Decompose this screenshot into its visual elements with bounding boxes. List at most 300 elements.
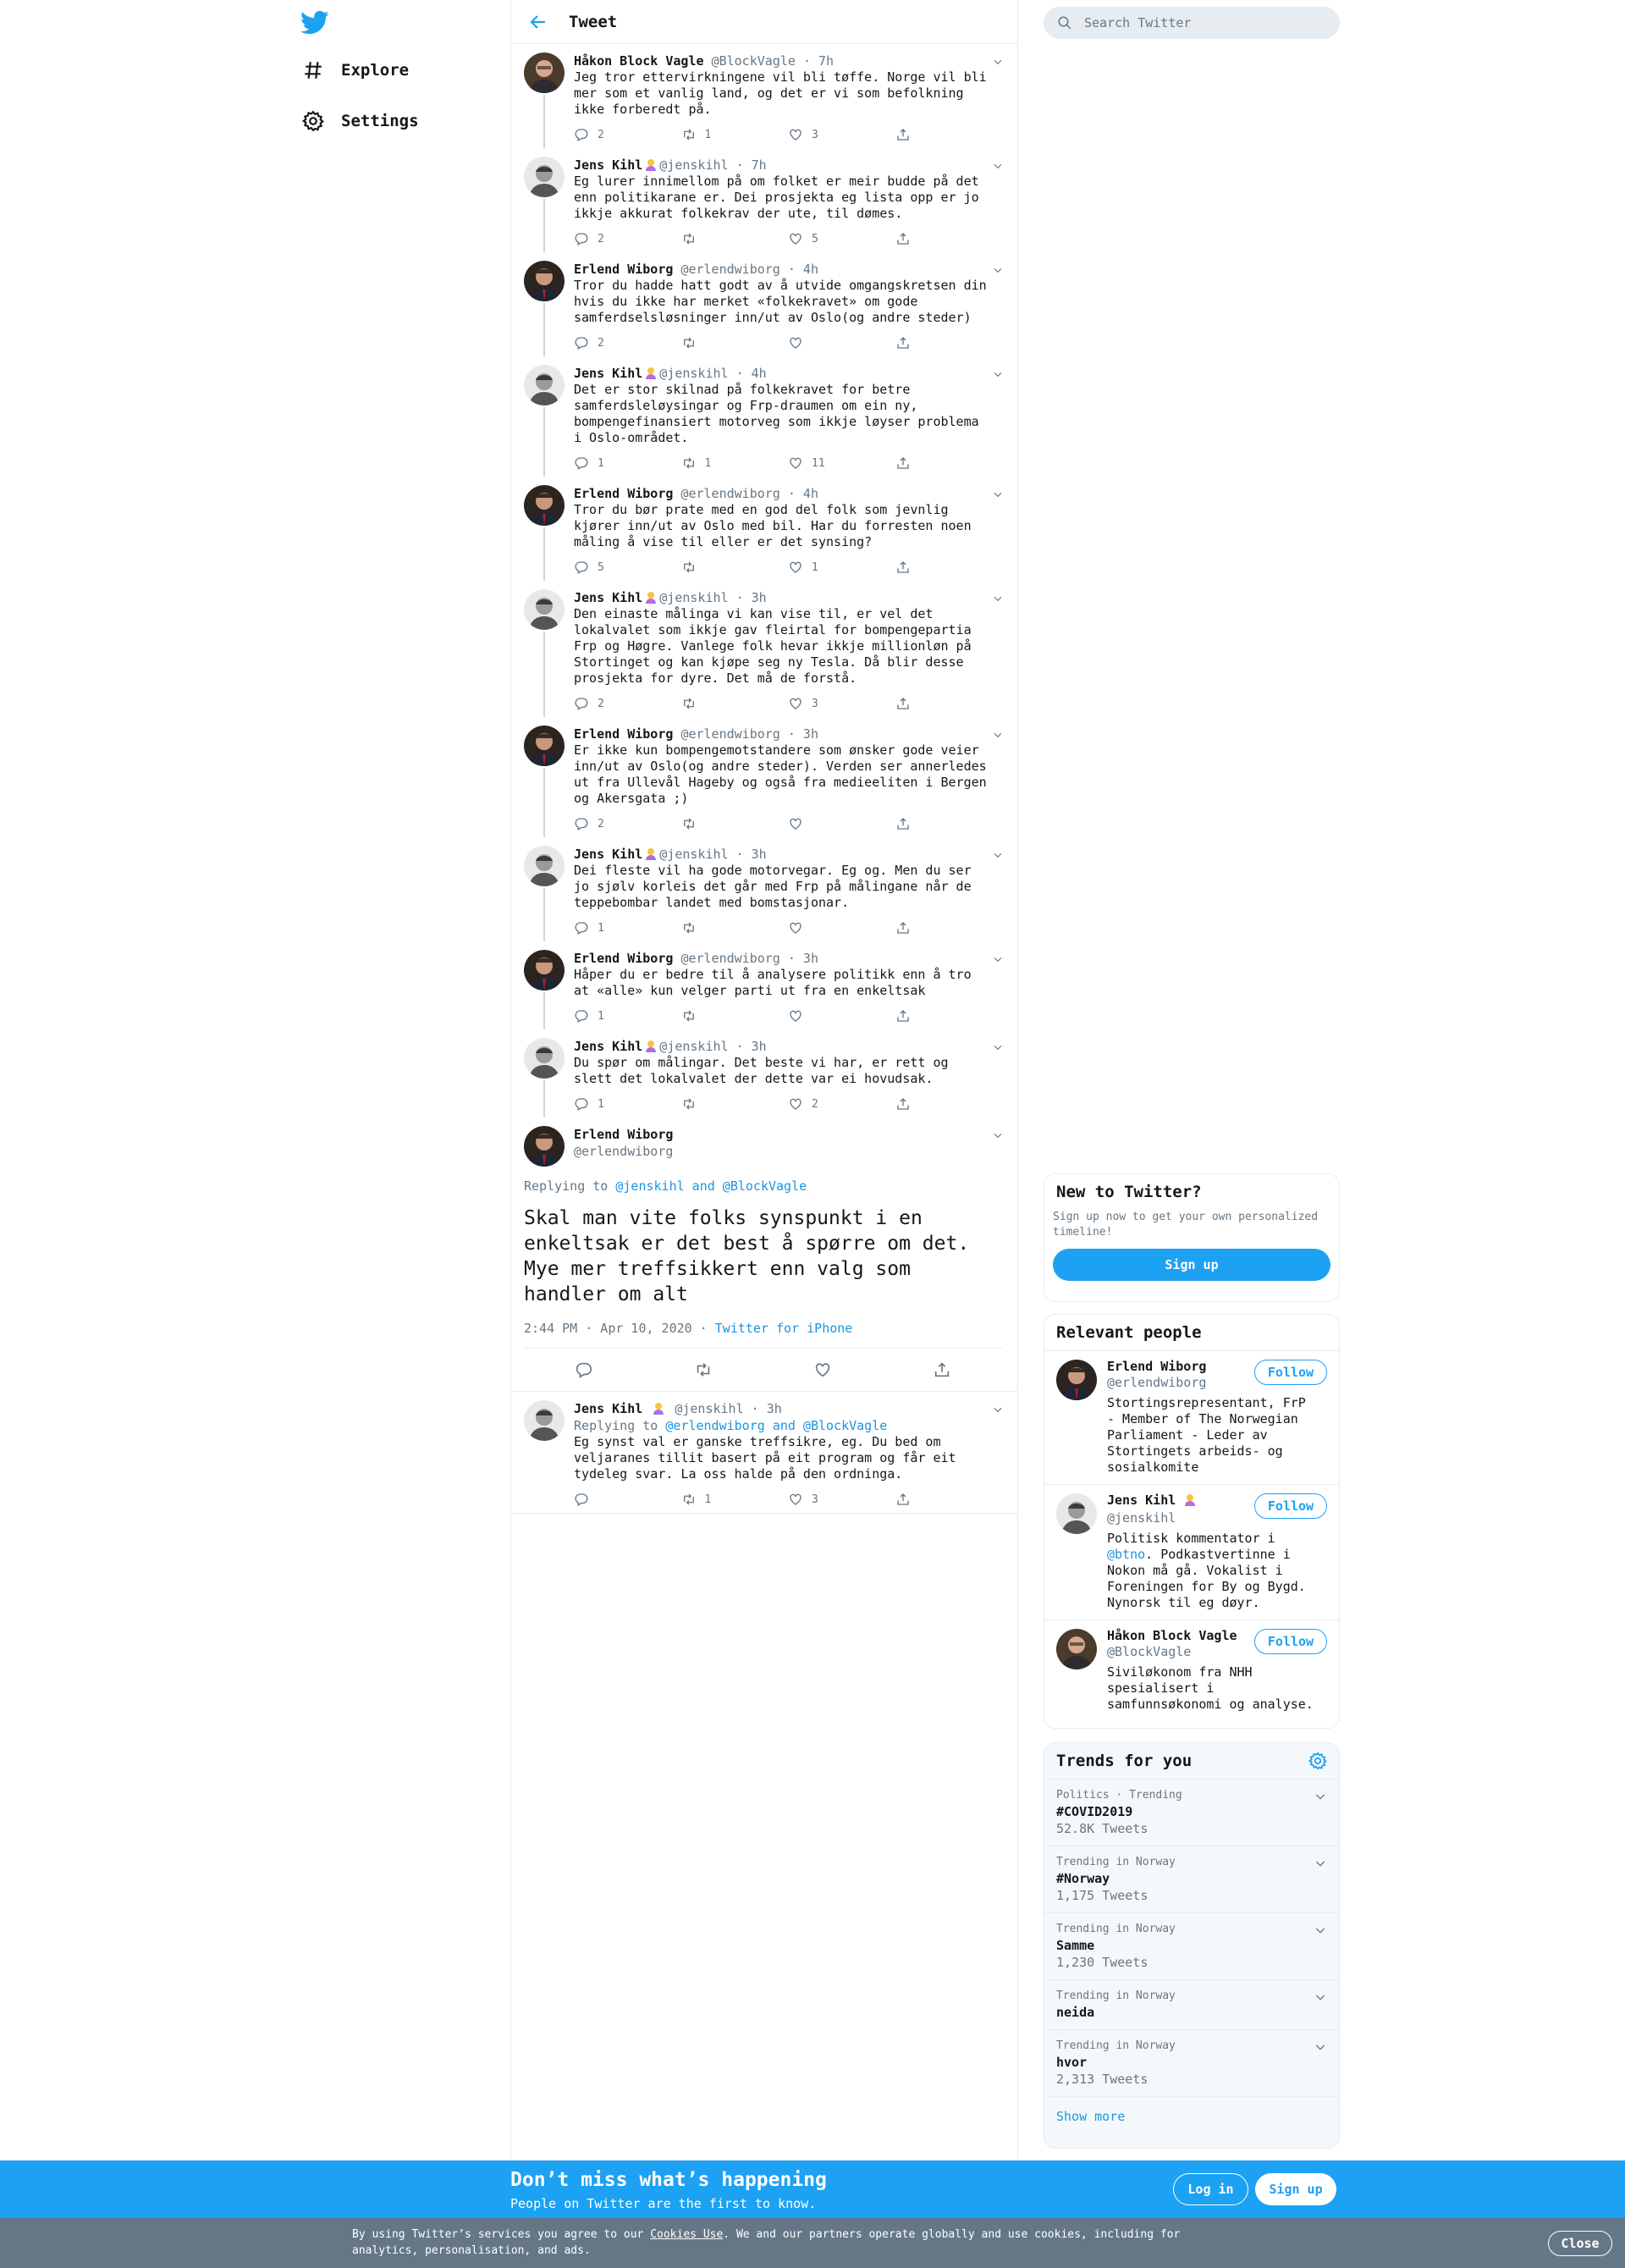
chevron-down-icon[interactable] [1314,2040,1327,2054]
tweet-author-name[interactable]: Erlend Wiborg [574,726,674,742]
chevron-down-icon[interactable] [992,56,1004,68]
tweet-text: Er ikke kun bompengemotstandere som ønsker gode veier inn/ut av Oslo(og andre steder). Verden ser annerledes ut fra Ullevål Hageby og også fra medieeliten i Bergen og Akersgata ;) [574,742,994,806]
retweet-icon [681,1096,697,1112]
cookie-notice [0,2218,1625,2268]
share-action[interactable] [895,231,1003,246]
reply-action[interactable] [574,920,681,935]
replying-prefix: Replying to [574,1418,658,1433]
card-title: Trends for you [1056,1752,1193,1770]
tweet[interactable] [511,717,1017,837]
tweet-author-name[interactable]: Jens Kihl [574,157,643,173]
focused-tweet [511,1117,1017,1392]
avatar[interactable] [524,1400,565,1441]
tweet-author-name[interactable]: Jens Kihl [574,847,643,862]
replying-prefix: Replying to [524,1178,609,1194]
emoji-icon [1183,1493,1197,1510]
like-action[interactable] [788,816,895,831]
trend-context: Trending in Norway [1056,1989,1176,2002]
reply-count: 1 [598,456,604,470]
avatar[interactable] [524,950,565,991]
reply-count: 5 [598,560,604,574]
person-bio: Siviløkonom fra NHH spesialisert i samfunnsøkonomi og analyse. [1107,1664,1314,1712]
page-title: Tweet [569,12,618,31]
reply-icon [574,696,589,711]
tweet-text: Jeg tror ettervirkningene vil bli tøffe. Norge vil bli mer som et vanlig land, og det er vi som befolkning ikke forberedt på. [574,69,994,117]
thread-line [543,303,545,356]
bio-mention-link[interactable]: @btno [1107,1547,1146,1562]
new-to-twitter-card [1044,1173,1340,1302]
bio-text: . Podkastvertinne i Nokon må gå. Vokalist i Foreningen for By og Bygd. Nynorsk til eg døyr. [1107,1547,1306,1610]
tweet-actions [574,446,1002,477]
tweet[interactable] [511,252,1017,356]
retweet-action[interactable] [681,127,789,142]
reply-tweet[interactable] [511,1392,1017,1514]
tweet-actions [574,999,1002,1029]
chevron-down-icon[interactable] [1314,1790,1327,1803]
chevron-down-icon[interactable] [992,1404,1004,1415]
like-icon[interactable] [813,1360,832,1379]
trend-item[interactable] [1044,1913,1339,1980]
reply-count: 1 [598,1097,604,1111]
tweet-text: Det er stor skilnad på folkekravet for betre samferdsleløysingar og Frp-draumen om ein ny, bompengefinansiert motorveg som ikkje løyser problema i Oslo-området. [574,382,987,445]
tweet[interactable] [511,941,1017,1029]
tweet[interactable] [511,44,1017,148]
signup-button[interactable]: Sign up [1053,1249,1330,1281]
nav-settings-label: Settings [341,112,419,130]
like-action[interactable] [788,696,895,711]
share-action[interactable] [895,816,1003,831]
chevron-down-icon[interactable] [1314,1923,1327,1937]
cookies-use-link[interactable]: Cookies Use [650,2228,724,2241]
reply-icon [574,335,589,350]
tweet-text: Dei fleste vil ha gode motorvegar. Eg og. Men du ser jo sjølv korleis det går med Frp på målingane når de teppebombar landet med bomstasjonar. [574,863,979,910]
person-handle[interactable]: @jenskihl [1107,1510,1176,1526]
trend-context: Trending in Norway [1056,2039,1176,2052]
tweet-author-handle[interactable]: @jenskihl [659,157,729,173]
tweet-author-handle[interactable]: @erlendwiborg [574,1144,674,1159]
retweet-action[interactable] [681,696,789,711]
tweet-time[interactable]: · 3h [787,726,818,742]
tweet-author-handle[interactable]: @jenskihl [675,1401,744,1416]
retweet-count: 1 [704,456,712,470]
thread-line [543,768,545,837]
trend-count: 1,230 Tweets [1056,1955,1149,1970]
tweet[interactable] [511,477,1017,581]
tweet-text: Tror du bør prate med en god del folk som jevnlig kjører inn/ut av Oslo med bil. Har du forresten noen måling å vise til eller er det synsing? [574,502,979,549]
tweet-time[interactable]: · 7h [735,157,767,173]
avatar[interactable] [524,261,565,301]
thread-line [543,632,545,717]
follow-button[interactable]: Follow [1254,1360,1327,1385]
reply-action[interactable] [574,455,681,471]
tweet-actions [574,550,1002,581]
tweet-author-handle[interactable]: @BlockVagle [711,53,796,69]
tweet-author-name[interactable]: Jens Kihl [574,590,643,605]
trend-context: Politics · Trending [1056,1789,1182,1802]
tweet-author-handle[interactable]: @erlendwiborg [680,486,780,501]
share-action[interactable] [895,920,1003,935]
nav-explore[interactable] [300,53,409,87]
like-action[interactable] [788,560,895,575]
tweet-author-name[interactable]: Jens Kihl [574,1039,643,1054]
follow-button[interactable]: Follow [1254,1493,1327,1519]
replying-to [524,1178,1002,1194]
tweet-actions [574,911,1002,941]
avatar[interactable] [524,485,565,526]
tweet-actions [574,118,1002,148]
person-item[interactable] [1044,1485,1339,1620]
chevron-down-icon[interactable] [992,160,1004,172]
replying-to-link[interactable]: @jenskihl and @BlockVagle [615,1178,807,1194]
emoji-icon [644,590,658,604]
emoji-icon [644,847,658,860]
trend-item[interactable] [1044,1846,1339,1913]
thread-line [543,95,545,148]
gear-icon[interactable] [1308,1752,1327,1770]
tweet-time[interactable]: · 7h [802,53,835,69]
share-action[interactable] [895,1096,1003,1112]
trend-count: 52.8K Tweets [1056,1821,1149,1836]
trend-list [1044,1780,1339,2097]
reply-action[interactable] [574,127,681,142]
retweet-count: 1 [704,1493,712,1506]
chevron-down-icon[interactable] [992,953,1004,965]
share-icon [895,1096,911,1112]
replying-to [574,1417,1002,1434]
thread-line [543,407,545,477]
tweet-text: Eg synst val er ganske treffsikre, eg. Du bed om veljaranes tillit basert på eit program og får eit tydeleg svar. La oss halde på den ordninga. [574,1434,964,1482]
signup-button[interactable]: Sign up [1255,2173,1336,2205]
tweet-author-handle[interactable]: @erlendwiborg [680,951,780,966]
like-action[interactable] [788,1008,895,1024]
hashtag-icon [300,58,326,83]
emoji-icon [652,1401,665,1415]
tweet-author-name[interactable]: Erlend Wiborg [574,951,674,966]
like-icon [788,455,803,471]
thread-line [543,992,545,1029]
retweet-icon [681,696,697,711]
person-name[interactable]: Håkon Block Vagle [1107,1628,1237,1643]
retweet-icon [681,816,697,831]
reply-action[interactable] [574,335,681,350]
reply-icon [574,1008,589,1024]
tweet-metadata [524,1321,1002,1349]
share-icon [895,920,911,935]
like-icon [788,816,803,831]
twitter-logo-icon[interactable] [300,10,329,36]
retweet-icon [681,231,697,246]
tweet-actions [574,1087,1002,1117]
person-handle[interactable]: @erlendwiborg [1107,1375,1207,1390]
trend-count: 1,175 Tweets [1056,1888,1149,1903]
card-title: Relevant people [1044,1315,1339,1351]
avatar[interactable] [1056,1493,1097,1534]
chevron-down-icon[interactable] [992,488,1004,500]
chevron-down-icon[interactable] [992,264,1004,276]
tweet[interactable] [511,356,1017,477]
retweet-icon [681,1492,697,1507]
back-arrow-icon[interactable] [528,12,548,32]
emoji-icon [644,1039,658,1052]
reply-icon[interactable] [575,1360,593,1379]
like-action[interactable] [788,1096,895,1112]
retweet-icon[interactable] [694,1360,713,1379]
retweet-icon [681,560,697,575]
banner-title: Don’t miss what’s happening [510,2169,827,2191]
chevron-down-icon[interactable] [1314,1990,1327,2004]
like-icon [788,1096,803,1112]
person-item[interactable] [1044,1351,1339,1485]
tweet-actions [524,1349,1002,1391]
reply-action[interactable] [574,1008,681,1024]
reply-count: 2 [598,232,604,246]
conversation-thread [511,44,1017,1117]
banner-subtitle: People on Twitter are the first to know. [510,2196,817,2211]
like-action[interactable] [788,231,895,246]
reply-count: 1 [598,921,604,935]
tweet-author-handle[interactable]: @erlendwiborg [680,262,780,277]
trend-name: Samme [1056,1938,1095,1953]
chevron-down-icon[interactable] [1314,1857,1327,1870]
tweet-author-handle[interactable]: @jenskihl [659,366,729,381]
retweet-icon [681,920,697,935]
share-icon [895,127,911,142]
tweet-author-name[interactable]: Jens Kihl [574,1401,643,1416]
chevron-down-icon[interactable] [992,1129,1004,1141]
trend-name: hvor [1056,2055,1088,2070]
thread-line [543,888,545,941]
reply-action[interactable] [574,816,681,831]
cookie-text [352,2227,1182,2259]
retweet-icon [681,127,697,142]
like-action[interactable] [788,127,895,142]
share-icon [895,335,911,350]
avatar[interactable] [524,157,565,197]
bio-text: Politisk kommentator i [1107,1531,1275,1546]
person-bio [1107,1531,1327,1611]
tweet-author-name[interactable]: Erlend Wiborg [574,262,674,277]
avatar[interactable] [1056,1629,1097,1669]
retweet-action[interactable] [681,455,789,471]
tweet-time[interactable]: · 4h [787,262,818,277]
like-action[interactable] [788,1492,895,1507]
like-icon [788,696,803,711]
trend-name: #Norway [1056,1871,1110,1886]
like-icon [788,127,803,142]
tweet-text: Den einaste målinga vi kan vise til, er vel det lokalvalet som ikkje gav fleirtal for bompengepartia Frp og Høgre. Vanlege folk hevar ikkje millionløn på Stortinget og kan kjøpe seg ny Tesla. Då blir desse prosjekta for dyre. Det må de forstå. [574,606,979,686]
share-action[interactable] [895,1008,1003,1024]
main-header [511,0,1017,44]
avatar[interactable] [524,589,565,630]
tweet-text: Skal man vite folks synspunkt i en enkeltsak er det best å spørre om det. Mye mer treffsikkert enn valg som handler om alt [524,1207,970,1305]
chevron-down-icon[interactable] [992,593,1004,604]
tweet-time[interactable]: · 3h [735,847,767,862]
tweet-author-name[interactable]: Erlend Wiborg [574,1127,674,1142]
card-description: Sign up now to get your own personalized timeline! [1053,1211,1319,1239]
share-icon [895,455,911,471]
reply-action[interactable] [574,696,681,711]
avatar[interactable] [524,365,565,406]
share-icon[interactable] [933,1360,951,1379]
tweet-author-handle[interactable]: @jenskihl [659,590,729,605]
search-input[interactable] [1084,15,1321,30]
avatar[interactable] [524,846,565,886]
like-count: 2 [812,1097,818,1111]
like-count: 11 [812,456,825,470]
like-icon [788,231,803,246]
retweet-action[interactable] [681,335,789,350]
tweet-author-name[interactable]: Jens Kihl [574,366,643,381]
share-action[interactable] [895,455,1003,471]
cookie-text-part: . We and our partners operate globally and use cookies, including for analytics, personalisation, and ads. [352,2228,1181,2257]
reply-icon [574,920,589,935]
reply-count: 2 [598,817,604,830]
tweet-text: Du spør om målingar. Det beste vi har, er rett og slett det lokalvalet der dette var ei hovudsak. [574,1055,956,1086]
tweet-actions [574,222,1002,252]
like-action[interactable] [788,920,895,935]
trend-item[interactable] [1044,2030,1339,2097]
card-title: New to Twitter? [1056,1183,1202,1201]
trend-context: Trending in Norway [1056,1923,1176,1935]
like-icon [788,920,803,935]
tweet-time[interactable]: · 3h [735,590,767,605]
retweet-action[interactable] [681,920,789,935]
reply-count: 2 [598,697,604,710]
chevron-down-icon[interactable] [992,1041,1004,1053]
chevron-down-icon[interactable] [992,729,1004,741]
tweet-author-handle[interactable]: @erlendwiborg [680,726,780,742]
retweet-icon [681,455,697,471]
reply-icon [574,1096,589,1112]
tweet-time[interactable]: · 4h [787,486,818,501]
retweet-action[interactable] [681,1008,789,1024]
share-action[interactable] [895,696,1003,711]
replying-to-link[interactable]: @erlendwiborg and @BlockVagle [665,1418,888,1433]
trend-count: 2,313 Tweets [1056,2072,1149,2087]
reply-count: 2 [598,128,604,141]
show-more-link[interactable]: Show more [1056,2109,1126,2124]
person-name[interactable]: Erlend Wiborg [1107,1359,1207,1374]
search-bar[interactable] [1044,7,1340,39]
signup-banner [0,2160,1625,2218]
person-item[interactable] [1044,1620,1339,1721]
retweet-action[interactable] [681,1492,789,1507]
tweet-actions [574,1482,1002,1513]
retweet-action[interactable] [681,231,789,246]
tweet-source[interactable]: Twitter for iPhone [714,1321,853,1336]
share-action[interactable] [895,335,1003,350]
follow-button[interactable]: Follow [1254,1629,1327,1654]
chevron-down-icon[interactable] [992,368,1004,380]
like-count: 3 [812,1493,818,1506]
like-icon [788,1492,803,1507]
main-column [510,0,1018,2160]
trend-name: neida [1056,2005,1095,2020]
retweet-action[interactable] [681,560,789,575]
tweet-actions [574,687,1002,717]
tweet[interactable] [511,1029,1017,1117]
like-action[interactable] [788,455,895,471]
retweet-icon [681,1008,697,1024]
avatar[interactable] [524,1126,565,1167]
person-name[interactable]: Jens Kihl [1107,1493,1176,1508]
like-icon [788,560,803,575]
share-action[interactable] [895,127,1003,142]
emoji-icon [644,157,658,171]
thread-line [543,527,545,581]
reply-count: 2 [598,336,604,350]
avatar[interactable] [1056,1360,1097,1400]
tweet-author-handle[interactable]: @jenskihl [659,847,729,862]
tweet-timestamp[interactable]: 2:44 PM · Apr 10, 2020 · [524,1321,708,1336]
share-icon [895,560,911,575]
login-button[interactable]: Log in [1173,2173,1248,2205]
cookie-text-part: By using Twitter’s services you agree to our [352,2228,644,2241]
person-handle[interactable]: @BlockVagle [1107,1644,1192,1659]
tweet[interactable] [511,581,1017,717]
trend-context: Trending in Norway [1056,1856,1176,1868]
retweet-action[interactable] [681,1096,789,1112]
tweet-actions [574,807,1002,837]
tweet-author-handle[interactable]: @jenskihl [659,1039,729,1054]
gear-icon [300,108,326,134]
reply-icon [574,127,589,142]
tweet-text: Tror du hadde hatt godt av å utvide omgangskretsen din hvis du ikke har merket «folkekravet» om gode samferdselsløsninger inn/ut av Oslo(og andre steder) [574,278,994,325]
reply-action[interactable] [574,1096,681,1112]
avatar[interactable] [524,52,565,93]
tweet-actions [574,326,1002,356]
chevron-down-icon[interactable] [992,849,1004,861]
relevant-people-card [1044,1314,1340,1729]
tweet[interactable] [511,148,1017,252]
tweet-time[interactable]: · 3h [751,1401,782,1416]
reply-action[interactable] [574,1492,681,1507]
nav-settings[interactable] [300,104,419,138]
tweet-text: Eg lurer innimellom på om folket er meir budde på det enn politikarane er. Dei prosjekta eg lista opp er jo ikkje akkurat folkekrav der ute, til dømes. [574,174,987,221]
share-action[interactable] [895,560,1003,575]
share-action[interactable] [895,1492,1003,1507]
retweet-action[interactable] [681,816,789,831]
share-icon [895,816,911,831]
reply-action[interactable] [574,560,681,575]
nav-explore-label: Explore [341,61,410,80]
person-bio: Stortingsrepresentant, FrP - Member of The Norwegian Parliament - Leder av Stortingets arbeids- og sosialkomite [1107,1395,1306,1475]
trend-item[interactable] [1044,1980,1339,2030]
trend-item[interactable] [1044,1780,1339,1846]
like-count: 3 [812,697,818,710]
avatar[interactable] [524,726,565,766]
tweet[interactable] [511,837,1017,941]
share-icon [895,231,911,246]
tweet-text: Håper du er bedre til å analysere politikk enn å tro at «alle» kun velger parti ut fra en enkeltsak [574,967,979,998]
avatar[interactable] [524,1038,565,1079]
tweet-time[interactable]: · 4h [735,366,767,381]
reply-action[interactable] [574,231,681,246]
like-count: 5 [812,232,818,246]
tweet-time[interactable]: · 3h [735,1039,767,1054]
reply-icon [574,560,589,575]
retweet-count: 1 [704,128,712,141]
card-header [1044,1743,1339,1780]
emoji-icon [644,366,658,379]
like-action[interactable] [788,335,895,350]
share-icon [895,1008,911,1024]
like-count: 3 [812,128,818,141]
tweet-time[interactable]: · 3h [787,951,818,966]
tweet-author-name[interactable]: Erlend Wiborg [574,486,674,501]
close-button[interactable]: Close [1548,2231,1612,2256]
tweet-author-name[interactable]: Håkon Block Vagle [574,53,704,69]
